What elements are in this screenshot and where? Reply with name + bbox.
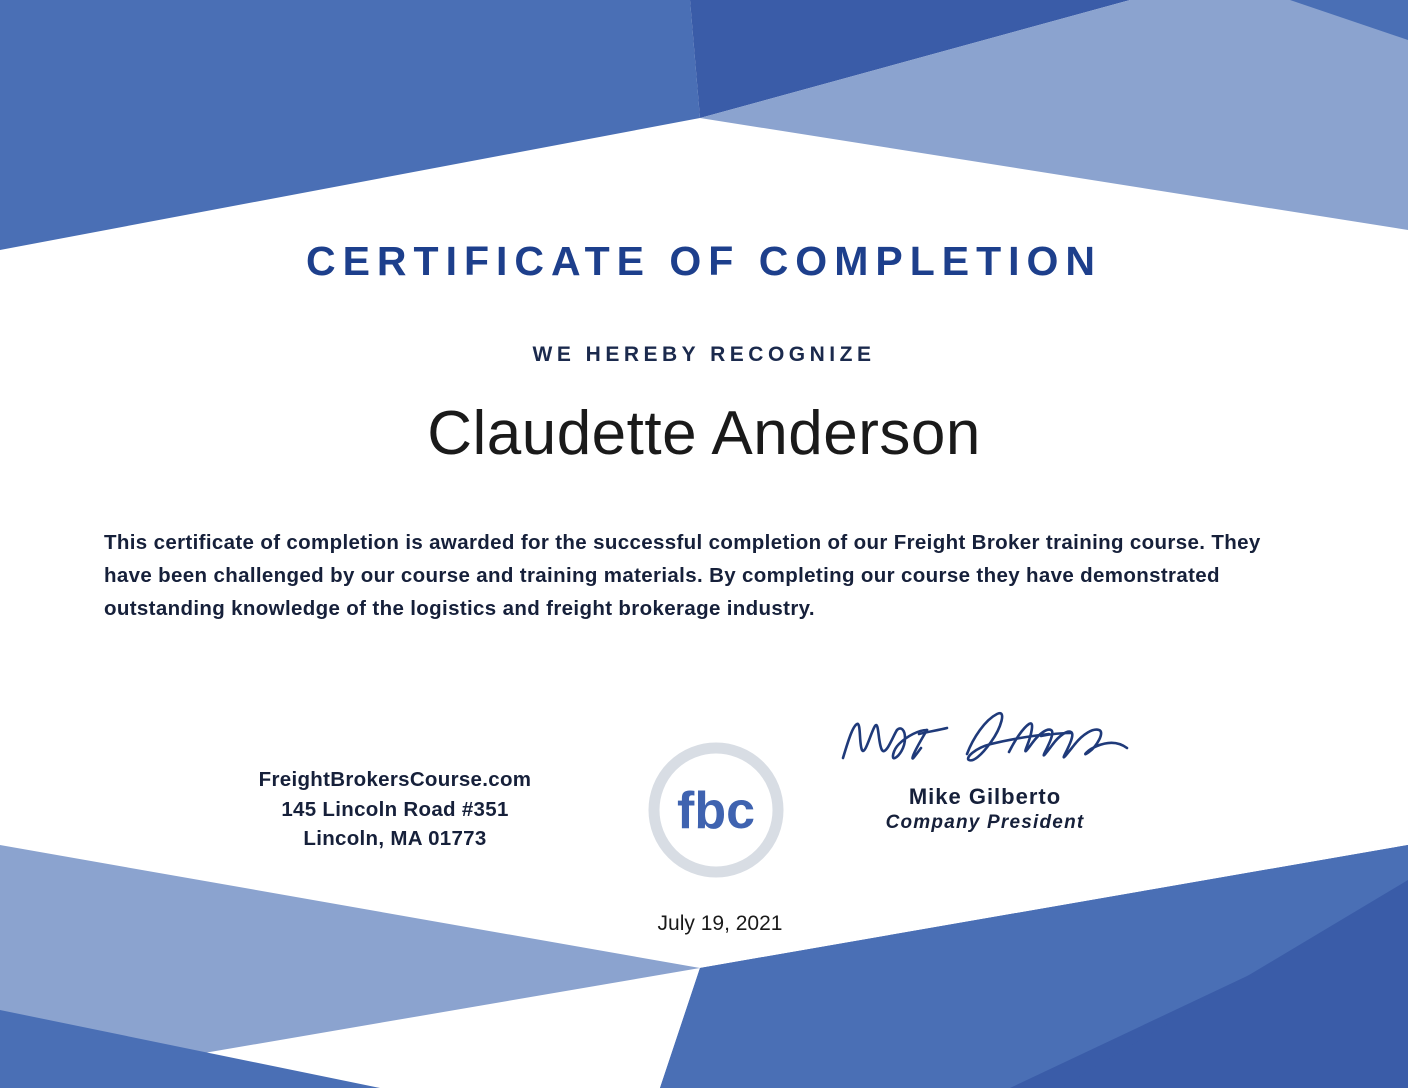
handwritten-signature-icon: [835, 700, 1135, 780]
fbc-logo-text: fbc: [677, 782, 755, 840]
fbc-logo-icon: [646, 740, 786, 880]
issue-date: July 19, 2021: [657, 912, 783, 935]
recipient-name: Claudette Anderson: [427, 399, 981, 468]
signature-name: Mike Gilberto: [908, 784, 1062, 809]
signature-role: Company President: [885, 812, 1085, 833]
address-city-state-zip: Lincoln, MA 01773: [303, 827, 487, 851]
address-street: 145 Lincoln Road #351: [281, 797, 509, 821]
signature-block: [820, 700, 1150, 834]
certificate-title: CERTIFICATE OF COMPLETION: [305, 238, 1103, 284]
address-website: FreightBrokersCourse.com: [258, 768, 532, 791]
certificate-body-text: This certificate of completion is awarded for the successful completion of our Freight Broker training course. They have been challenged by our course and training materials. By completing our course they have demonstrated outstanding knowledge of the logistics and freight brokerage industry.: [104, 531, 1261, 621]
company-address: [140, 765, 650, 854]
certificate-subtitle: WE HEREBY RECOGNIZE: [532, 343, 876, 366]
